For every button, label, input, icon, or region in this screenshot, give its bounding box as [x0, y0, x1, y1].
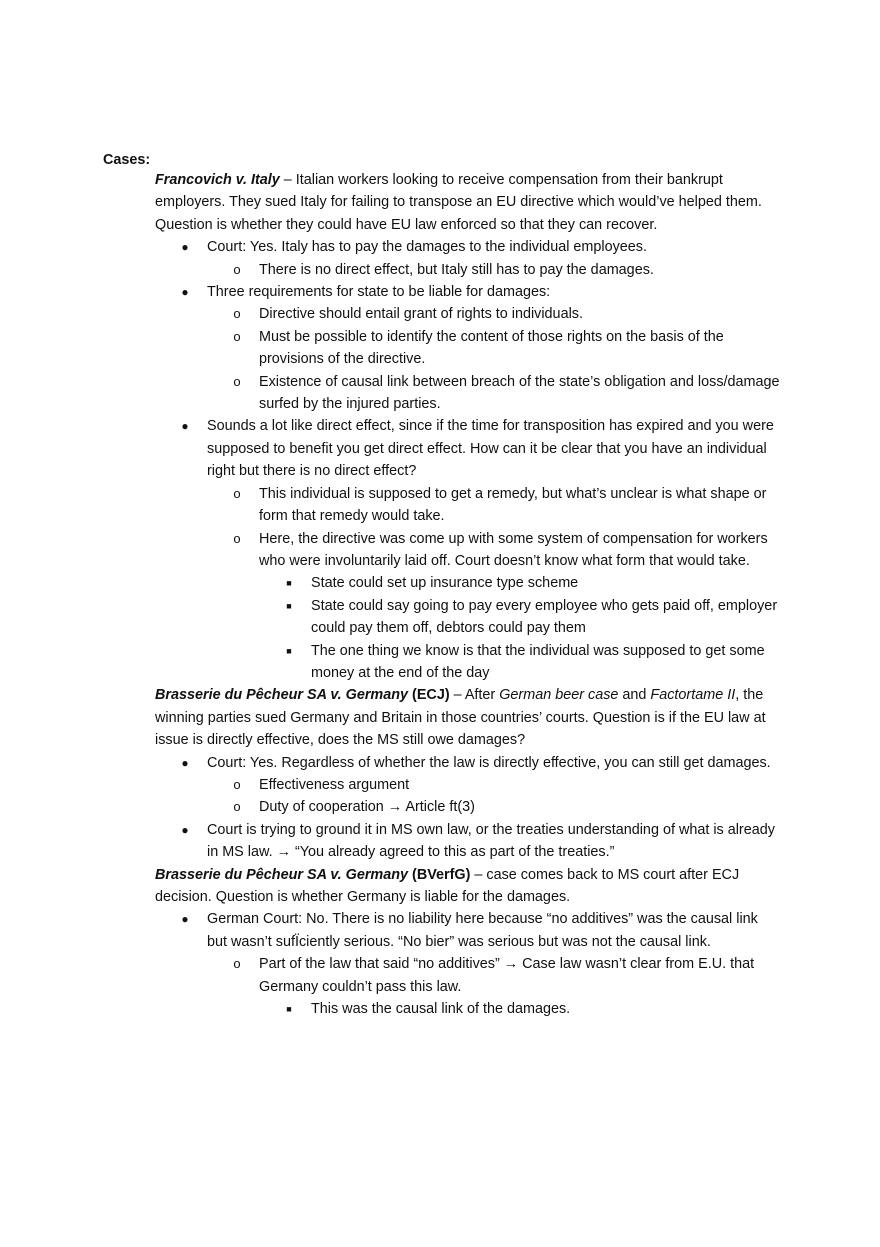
list-item: ● Court: Yes. Italy has to pay the damages to the individual employees.: [155, 236, 780, 258]
list-item: o Effectiveness argument: [155, 774, 780, 796]
list-item: o Duty of cooperation → Article ft(3): [155, 796, 780, 818]
list-item: ■ The one thing we know is that the individual was supposed to get some money at the end of the day: [155, 640, 780, 685]
bullet-circle: o: [233, 799, 241, 815]
list-item: o There is no direct effect, but Italy still has to pay the damages.: [155, 259, 780, 281]
list-item: ● Sounds a lot like direct effect, since if the time for transposition has expired and you were supposed to benefit you get direct effect. How can it be clear that you have an individual right but there is no direct effect?: [155, 415, 780, 482]
bullet-square: ■: [286, 600, 292, 611]
list-item: ● Court is trying to ground it in MS own law, or the treaties understanding of what is already in MS law. → “You already agreed to this as part of the treaties.”: [155, 819, 780, 864]
case-ref-german-beer: German beer case: [499, 687, 619, 704]
brasserie-bverfg-paragraph: Brasserie du Pêcheur SA v. Germany (BVerfG) – case comes back to MS court after ECJ decision. Question is whether Germany is liable for the damages.: [155, 866, 740, 905]
court-tag-ecj: (ECJ): [408, 687, 450, 704]
case-ref-factortame: Factortame II: [650, 687, 736, 704]
list-item: o Part of the law that said “no additives” → Case law wasn’t clear from E.U. that Germany couldn’t pass this law.: [155, 953, 780, 998]
list-item: ■ State could say going to pay every employee who gets paid off, employer could pay them off, debtors could pay them: [155, 595, 780, 640]
list-item: ● Court: Yes. Regardless of whether the law is directly effective, you can still get damages.: [155, 752, 780, 774]
bullet-circle: o: [233, 776, 241, 792]
list-item: o Existence of causal link between breach of the state’s obligation and loss/damage surfed by the injured parties.: [155, 371, 780, 416]
bullet-dot: ●: [181, 755, 189, 770]
list-item: ■ State could set up insurance type scheme: [155, 572, 780, 594]
cases-heading: Cases:: [103, 152, 151, 168]
document-body: [155, 169, 780, 1020]
list-item: o This individual is supposed to get a remedy, but what’s unclear is what shape or form that remedy would take.: [155, 483, 780, 528]
list-item: o Must be possible to identify the content of those rights on the basis of the provisions of the directive.: [155, 326, 780, 371]
bullet-circle: o: [233, 485, 241, 501]
list-item: ■ This was the causal link of the damages.: [155, 998, 780, 1020]
bullet-square: ■: [286, 578, 292, 589]
bullet-dot: ●: [181, 419, 189, 434]
case-title-brasserie-ecj: Brasserie du Pêcheur SA v. Germany: [155, 687, 409, 704]
bullet-square: ■: [286, 1004, 292, 1015]
bullet-dot: ●: [181, 912, 189, 927]
bullet-circle: o: [233, 328, 241, 344]
bullet-circle: o: [233, 956, 241, 972]
bullet-dot: ●: [181, 822, 189, 837]
francovich-intro: – Italian workers looking to receive compensation from their bankrupt employers. They sued Italy for failing to transpose an EU directive which would’ve helped them. Question is whether they could have EU law enforced so that they can recover.: [155, 172, 762, 233]
bullet-circle: o: [233, 373, 241, 389]
bullet-square: ■: [286, 645, 292, 656]
list-item: ● Three requirements for state to be liable for damages:: [155, 281, 780, 303]
list-item: ● German Court: No. There is no liability here because “no additives” was the causal link but wasn’t sufÏciently serious. “No bier” was serious but was not the causal link.: [155, 908, 780, 953]
case-title-brasserie-bverfg: Brasserie du Pêcheur SA v. Germany: [155, 866, 409, 883]
court-tag-bverfg: (BVerfG): [408, 866, 471, 883]
bullet-circle: o: [233, 306, 241, 322]
bullet-circle: o: [233, 530, 241, 546]
bullet-circle: o: [233, 261, 241, 277]
list-item: o Directive should entail grant of rights to individuals.: [155, 303, 780, 325]
brasserie-ecj-paragraph: Brasserie du Pêcheur SA v. Germany (ECJ) – After German beer case and Factortame II, the winning parties sued Germany and Britain in those countries’ courts. Question is if the EU law at issue is directly effective, does the MS still owe damages?: [155, 687, 766, 749]
case-title-francovich: Francovich v. Italy: [155, 172, 280, 188]
bullet-dot: ●: [181, 240, 189, 255]
francovich-paragraph: [155, 169, 780, 236]
list-item: o Here, the directive was come up with some system of compensation for workers who were involuntarily laid off. Court doesn’t know what form that would take.: [155, 528, 780, 573]
bullet-dot: ●: [181, 285, 189, 300]
